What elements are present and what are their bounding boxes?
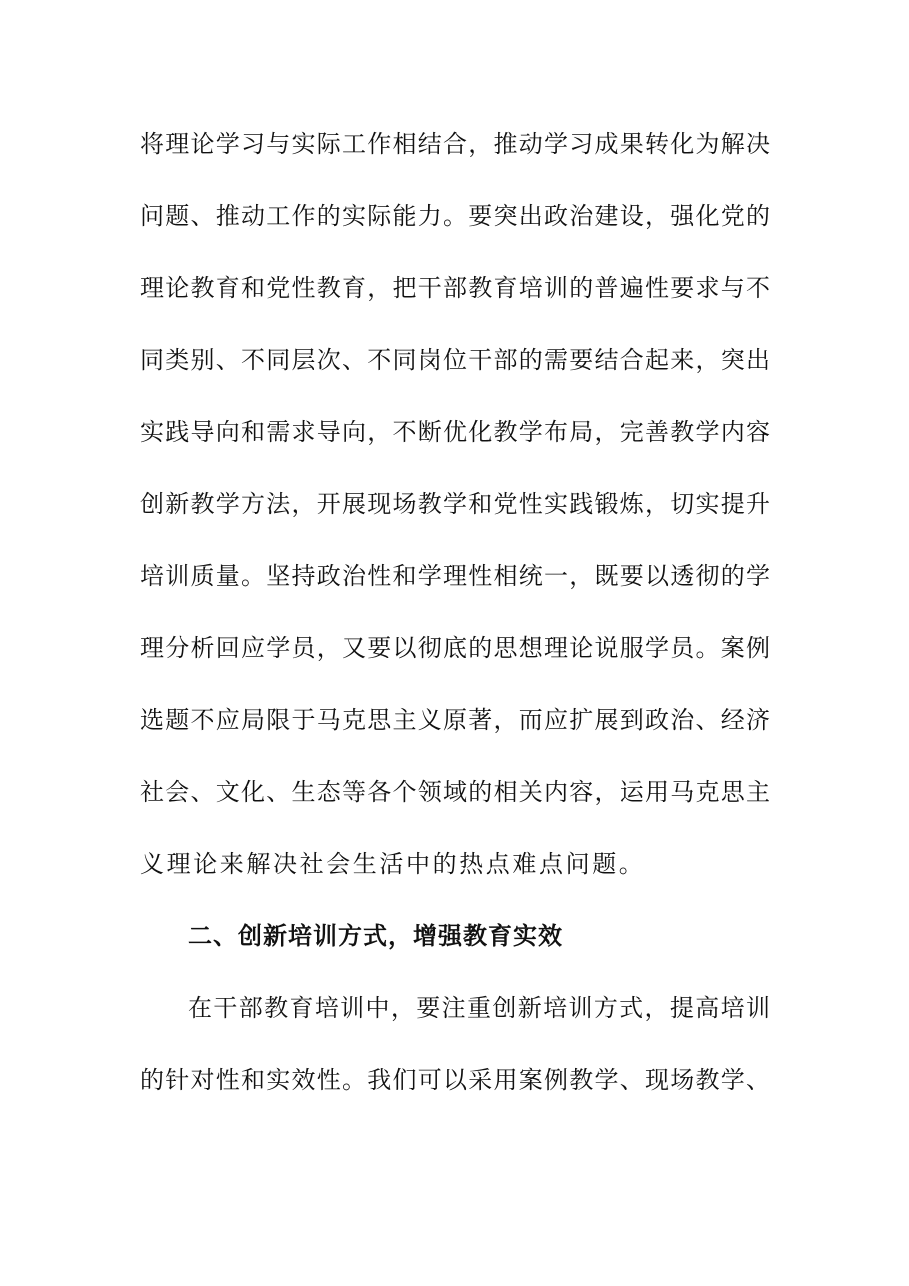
- paragraph-line: 的针对性和实效性。我们可以采用案例教学、现场教学、: [140, 1066, 770, 1094]
- paragraph-line: 社会、文化、生态等各个领域的相关内容，运用马克思主: [140, 778, 770, 806]
- paragraph-line: 理论教育和党性教育，把干部教育培训的普遍性要求与不: [140, 274, 770, 302]
- paragraph-line: 同类别、不同层次、不同岗位干部的需要结合起来，突出: [140, 346, 770, 374]
- paragraph-line: 选题不应局限于马克思主义原著，而应扩展到政治、经济: [140, 706, 770, 734]
- paragraph-line: 培训质量。坚持政治性和学理性相统一，既要以透彻的学: [140, 562, 770, 590]
- paragraph-line: 创新教学方法，开展现场教学和党性实践锻炼，切实提升: [140, 490, 770, 518]
- paragraph-line: 理分析回应学员，又要以彻底的思想理论说服学员。案例: [140, 634, 770, 662]
- paragraph-line: 在干部教育培训中，要注重创新培训方式，提高培训: [188, 994, 770, 1022]
- paragraph-line: 义理论来解决社会生活中的热点难点问题。: [140, 850, 646, 878]
- paragraph-line: 问题、推动工作的实际能力。要突出政治建设，强化党的: [140, 202, 770, 230]
- paragraph-line: 将理论学习与实际工作相结合，推动学习成果转化为解决: [140, 130, 770, 158]
- section-heading: 二、创新培训方式，增强教育实效: [188, 921, 563, 950]
- paragraph-line: 实践导向和需求导向，不断优化教学布局，完善教学内容: [140, 418, 770, 446]
